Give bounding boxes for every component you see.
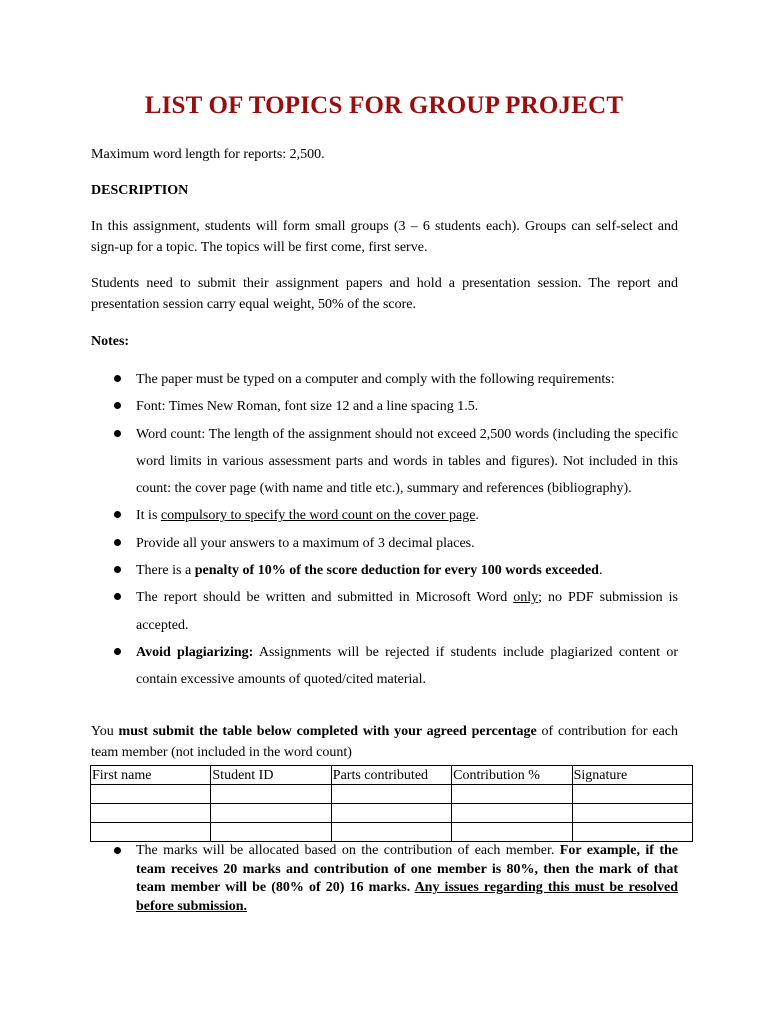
table-cell <box>452 804 572 823</box>
intro-text: of contribution for each team member (not included in the word count) <box>91 724 679 760</box>
note-text: Provide all your answers to a maximum of 3 decimal places. <box>136 535 475 551</box>
page-title: LIST OF TOPICS FOR GROUP PROJECT <box>144 92 624 119</box>
note-item <box>91 502 678 529</box>
table-cell <box>331 823 451 842</box>
note-item <box>91 421 678 503</box>
table-cell <box>211 823 331 842</box>
table-row <box>91 785 693 804</box>
intro-bold: must submit the table below completed with your agreed percentage <box>118 724 537 739</box>
table-cell <box>91 823 211 842</box>
note-text: Assignments will be rejected if students include plagiarized content or contain excessive amounts of quoted/cited material. <box>136 644 679 688</box>
note-text: There is a <box>136 563 195 579</box>
description-heading: DESCRIPTION <box>91 183 189 198</box>
note-text: . <box>475 508 479 524</box>
table-cell <box>91 804 211 823</box>
notes-heading: Notes: <box>91 334 130 349</box>
final-note-bold-underlined: Any issues regarding this must be resolved before submission. <box>136 880 679 914</box>
note-item <box>91 557 678 584</box>
final-note-text: The marks will be allocated based on the contribution of each member. <box>136 843 560 858</box>
table-cell <box>452 823 572 842</box>
intro-text: You <box>91 724 119 739</box>
table-cell <box>91 785 211 804</box>
header-signature: Signature <box>572 766 692 785</box>
table-header-row <box>91 766 693 785</box>
table-cell <box>331 804 451 823</box>
table-cell <box>572 823 692 842</box>
note-underlined: only <box>513 590 539 606</box>
contribution-table <box>90 765 693 842</box>
final-note-bold: For example, if the team receives 20 marks and contribution of one member is 80%, then the mark of that team member will be (80% of 20) 16 marks. <box>136 843 678 896</box>
note-item <box>91 530 678 557</box>
table-cell <box>572 804 692 823</box>
table-row <box>91 804 693 823</box>
note-bold: penalty of 10% of the score deduction for every 100 words exceeded <box>194 563 599 579</box>
note-text: The paper must be typed on a computer and comply with the following requirements: <box>136 372 615 387</box>
description-paragraph-2: Students need to submit their assignment papers and hold a presentation session. The report and presentation session carry equal weight, 50% of the score. <box>91 276 678 312</box>
header-parts-contributed: Parts contributed <box>331 766 451 785</box>
final-note-list <box>91 842 678 916</box>
note-item <box>91 639 678 694</box>
note-text: The report should be written and submitted in Microsoft Word <box>136 590 514 606</box>
final-note-item <box>91 842 678 916</box>
table-cell <box>211 785 331 804</box>
note-item <box>91 584 678 639</box>
notes-list <box>91 366 678 694</box>
table-intro <box>91 721 678 763</box>
header-student-id: Student ID <box>211 766 331 785</box>
note-text: . <box>598 563 603 579</box>
header-contribution-percent: Contribution % <box>452 766 572 785</box>
note-text: It is <box>136 508 161 524</box>
note-text: Font: Times New Roman, font size 12 and a line spacing 1.5. <box>136 399 479 415</box>
table-row <box>91 823 693 842</box>
note-item <box>91 393 678 420</box>
word-length-line: Maximum word length for reports: 2,500. <box>91 147 325 162</box>
note-text: ; no PDF submission is accepted. <box>136 590 678 633</box>
note-item <box>91 366 678 393</box>
table-cell <box>572 785 692 804</box>
note-underlined: compulsory to specify the word count on the cover page <box>160 508 476 524</box>
table-cell <box>331 785 451 804</box>
note-bold: Avoid plagiarizing: <box>136 644 254 660</box>
table-cell <box>452 785 572 804</box>
header-first-name: First name <box>91 766 211 785</box>
note-text: Word count: The length of the assignment should not exceed 2,500 words (including the specific word limits in various assessment parts and words in tables and figures). Not included in this count: the cover page (with name and title etc.), summary and references (bibliography). <box>136 426 678 497</box>
description-paragraph-1: In this assignment, students will form small groups (3 – 6 students each). Groups can self-select and sign-up for a topic. The topics will be first come, first serve. <box>91 219 678 255</box>
table-cell <box>211 804 331 823</box>
